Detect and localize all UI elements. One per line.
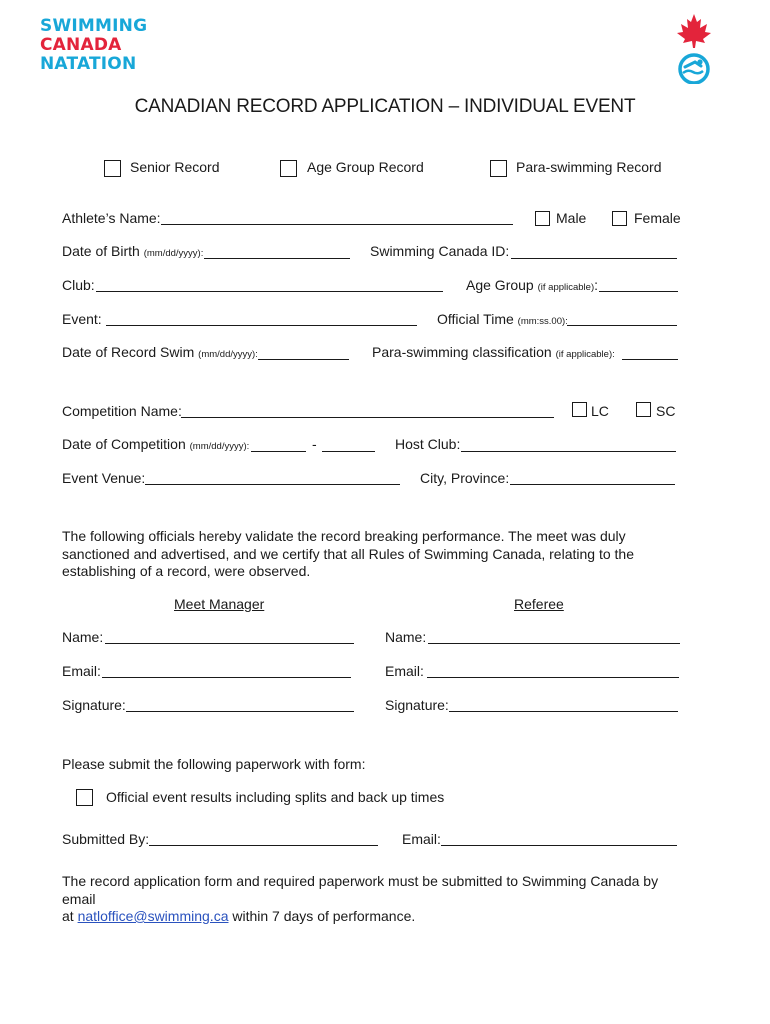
lc-checkbox[interactable] <box>572 402 587 417</box>
referee-name-field[interactable] <box>428 643 680 644</box>
submitter-email-field[interactable] <box>441 845 677 846</box>
official-time-format: (mm:ss.00): <box>517 316 568 327</box>
referee-heading: Referee <box>514 596 564 612</box>
sc-checkbox[interactable] <box>636 402 651 417</box>
age-group-label-text: Age Group <box>466 277 534 293</box>
para-swimming-record-checkbox[interactable] <box>490 160 507 177</box>
sc-label: SC <box>656 403 676 419</box>
swimming-canada-id-field[interactable] <box>511 258 677 259</box>
male-label: Male <box>556 210 587 226</box>
official-results-label: Official event results including splits and back up times <box>106 789 445 805</box>
para-classification-note: (if applicable): <box>555 349 615 360</box>
submission-deadline: within 7 days of performance. <box>232 908 416 924</box>
record-swim-date-field[interactable] <box>258 359 349 360</box>
female-checkbox[interactable] <box>612 211 627 226</box>
dob-label-text: Date of Birth <box>62 243 140 259</box>
competition-date-label-text: Date of Competition <box>62 436 186 452</box>
date-range-dash: - <box>312 436 317 452</box>
referee-name-label: Name: <box>385 629 427 645</box>
record-swim-date-format: (mm/dd/yyyy): <box>198 349 258 360</box>
age-group-field[interactable] <box>599 291 678 292</box>
referee-signature-field[interactable] <box>449 711 678 712</box>
natloffice-email-link[interactable]: natloffice@swimming.ca <box>77 908 229 924</box>
swimming-canada-id-label: Swimming Canada ID: <box>370 243 510 259</box>
para-classification-label-text: Para-swimming classification <box>372 344 552 360</box>
dob-label <box>62 243 203 259</box>
logo-line-1: SWIMMING <box>40 16 148 36</box>
swimming-canada-logo <box>40 17 147 74</box>
form-title: CANADIAN RECORD APPLICATION – INDIVIDUAL EVENT <box>134 96 636 117</box>
dob-field[interactable] <box>204 258 350 259</box>
submitter-email-label: Email: <box>402 831 441 847</box>
para-classification-label <box>372 344 615 360</box>
logo-line-2: CANADA <box>40 35 122 55</box>
lc-label: LC <box>591 403 609 419</box>
competition-date-format: (mm/dd/yyyy): <box>189 441 250 452</box>
official-time-label-text: Official Time <box>437 311 514 327</box>
submitted-by-label: Submitted By: <box>62 831 150 847</box>
meet-manager-signature-label: Signature: <box>62 697 126 713</box>
submission-instructions-text: The record application form and required paperwork must be submitted to Swimming Canada by email <box>62 873 659 907</box>
submission-instructions <box>62 873 692 926</box>
age-group-record-label: Age Group Record <box>307 159 424 175</box>
referee-signature-label: Signature: <box>385 697 449 713</box>
competition-name-label: Competition Name: <box>62 403 182 419</box>
meet-manager-name-label: Name: <box>62 629 104 645</box>
referee-email-field[interactable] <box>427 677 679 678</box>
event-field[interactable] <box>106 325 417 326</box>
meet-manager-heading: Meet Manager <box>174 596 265 612</box>
meet-manager-name-field[interactable] <box>105 643 354 644</box>
submission-at: at <box>62 908 74 924</box>
validation-statement: The following officials hereby validate the record breaking performance. The meet was duly sanctioned and advertised, and we certify that all Rules of Swimming Canada, relating to the establishing of a record, were observed. <box>62 528 634 579</box>
club-field[interactable] <box>96 291 443 292</box>
competition-end-date-field[interactable] <box>322 451 375 452</box>
competition-date-label <box>62 436 249 452</box>
city-province-label: City, Province: <box>420 470 510 486</box>
competition-start-date-field[interactable] <box>251 451 306 452</box>
record-swim-date-label <box>62 344 258 360</box>
event-label: Event: <box>62 311 102 327</box>
official-time-field[interactable] <box>567 325 677 326</box>
maple-leaf-swimmer-icon <box>667 12 721 84</box>
event-venue-label: Event Venue: <box>62 470 146 486</box>
logo-line-3: NATATION <box>40 54 137 74</box>
age-group-note: (if applicable) <box>537 282 595 293</box>
club-label: Club: <box>62 277 95 293</box>
city-province-field[interactable] <box>510 484 675 485</box>
male-checkbox[interactable] <box>535 211 550 226</box>
competition-name-field[interactable] <box>181 417 554 418</box>
paperwork-intro: Please submit the following paperwork with form: <box>62 756 366 772</box>
official-time-label <box>437 311 568 327</box>
meet-manager-email-field[interactable] <box>102 677 351 678</box>
host-club-label: Host Club: <box>395 436 461 452</box>
age-group-label: Age Group (if applicable): <box>466 277 598 293</box>
para-classification-field[interactable] <box>622 359 678 360</box>
senior-record-label: Senior Record <box>130 159 220 175</box>
submitted-by-field[interactable] <box>149 845 378 846</box>
athlete-name-field[interactable] <box>161 224 513 225</box>
record-swim-date-label-text: Date of Record Swim <box>62 344 195 360</box>
official-results-checkbox[interactable] <box>76 789 93 806</box>
host-club-field[interactable] <box>461 451 676 452</box>
para-swimming-record-label: Para-swimming Record <box>516 159 662 175</box>
senior-record-checkbox[interactable] <box>104 160 121 177</box>
athlete-name-label: Athlete’s Name: <box>62 210 161 226</box>
meet-manager-email-label: Email: <box>62 663 101 679</box>
dob-format: (mm/dd/yyyy): <box>143 248 204 259</box>
age-group-record-checkbox[interactable] <box>280 160 297 177</box>
referee-email-label: Email: <box>385 663 424 679</box>
meet-manager-signature-field[interactable] <box>126 711 354 712</box>
event-venue-field[interactable] <box>145 484 400 485</box>
female-label: Female <box>634 210 681 226</box>
